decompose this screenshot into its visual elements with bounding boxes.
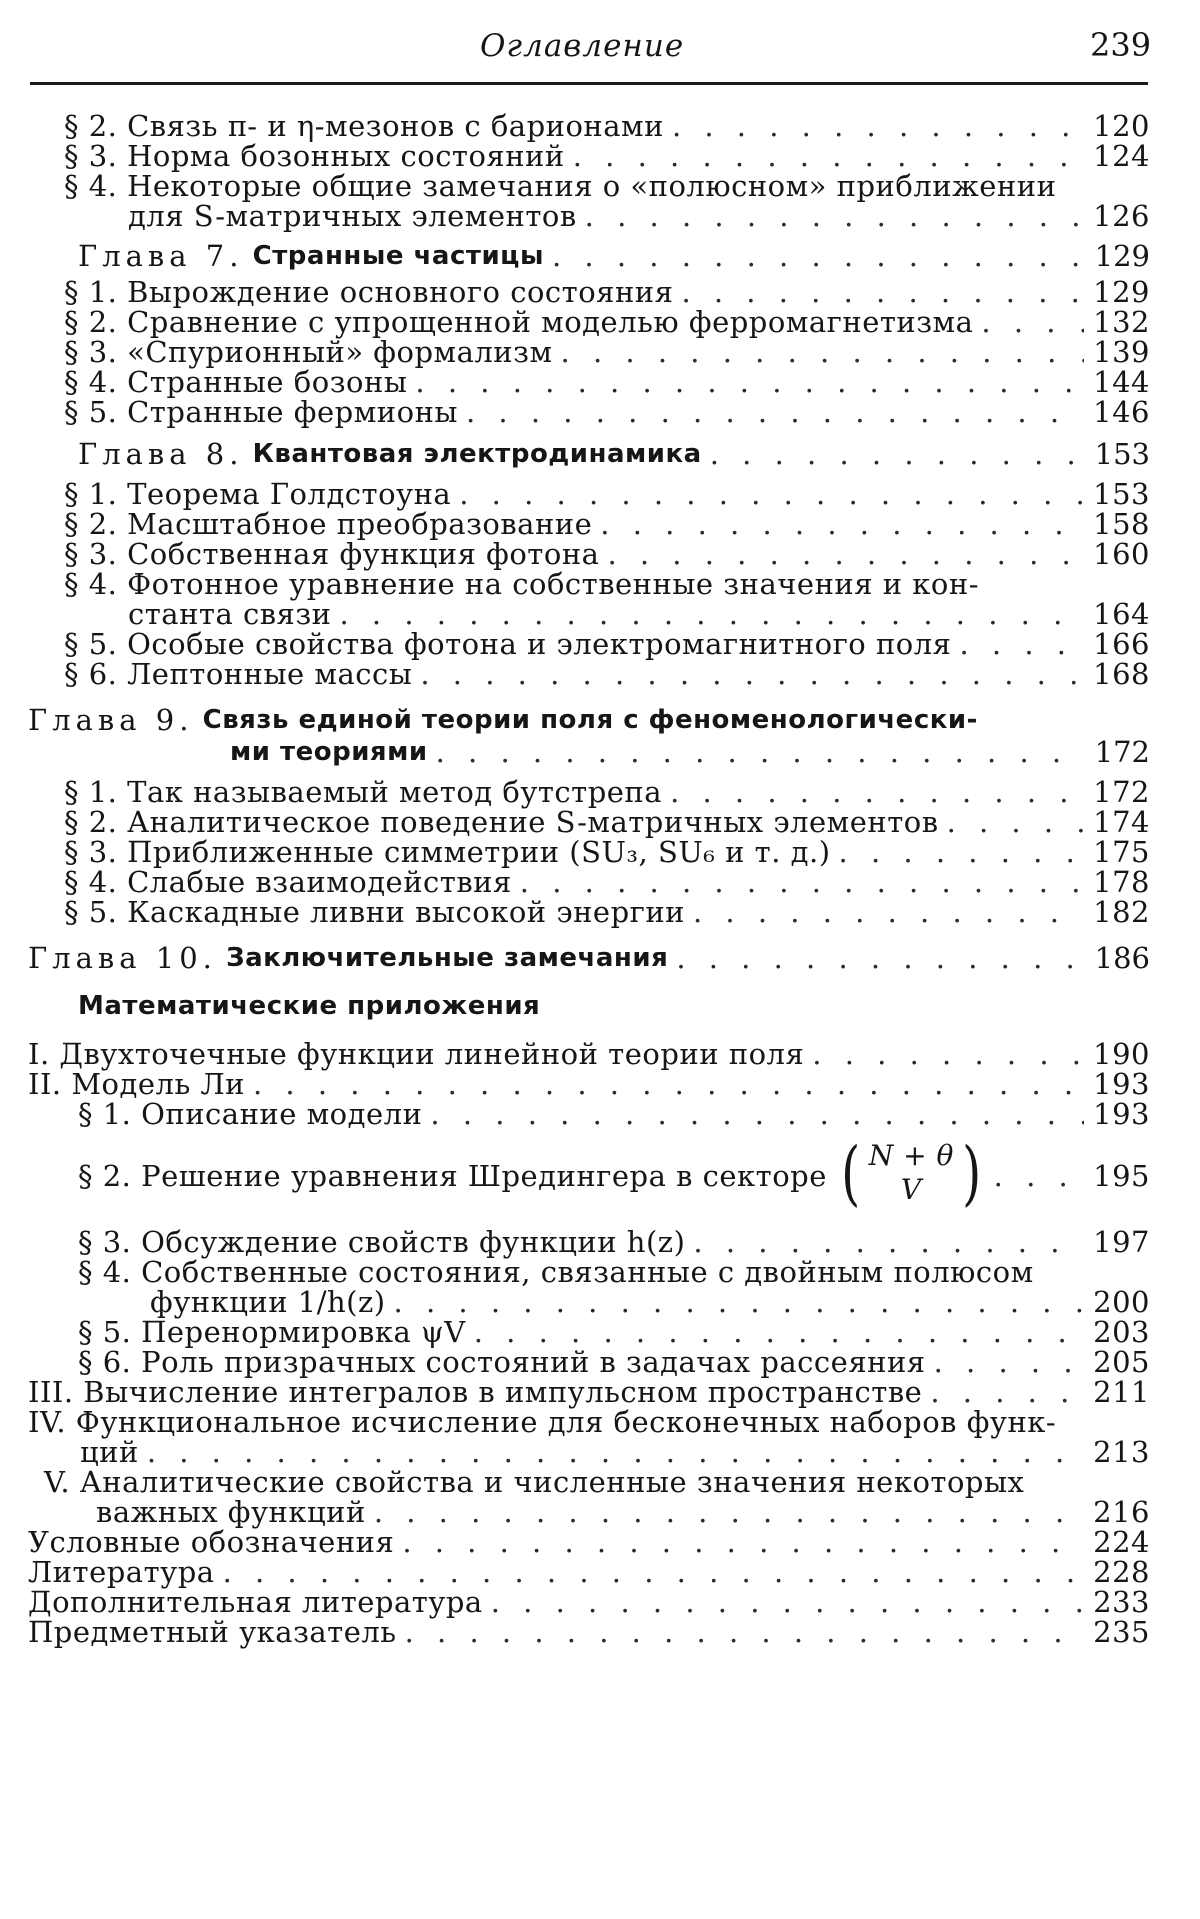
appendix-heading: Математические приложения [78,991,541,1021]
toc-entry: § 4. Фотонное уравнение на собственные значения и кон- [64,567,979,601]
toc-page-number: 197 [1093,1225,1150,1259]
toc-page-number: 203 [1093,1315,1150,1349]
toc-page-number: 195 [1093,1159,1150,1193]
chapter-title: Связь единой теории поля с феноменологически- [202,705,978,735]
chapter-title: Квантовая электродинамика [252,439,702,469]
toc-page-number: 213 [1093,1435,1150,1469]
sector-matrix: ( N + θ V ) [841,1132,982,1214]
toc-entry: III. Вычисление интегралов в импульсном пространстве . . . 211 [28,1372,1150,1408]
toc-entry: § 6. Лептонные массы . . . 168 [64,654,1150,690]
chapter-label: Глава 8. [78,437,244,471]
toc-entry: IV. Функциональное исчисление для бесконечных наборов функ- [28,1405,1057,1439]
toc-entry: I. Двухточечные функции линейной теории поля . . . 190 [28,1034,1150,1070]
toc-entry: § 4. Странные бозоны . . . 144 [64,362,1150,398]
toc-page-number: 158 [1093,507,1150,541]
toc-entry: ций . . . 213 [80,1432,1150,1468]
toc-entry: § 2. Аналитическое поведение S-матричных элементов . . . 174 [64,802,1150,838]
toc-entry: § 2. Решение уравнения Шредингера в секторе ( N + θ V ) . . . 195 [78,1138,1150,1208]
toc-page-number: 144 [1093,365,1150,399]
toc-entry: § 5. Перенормировка ψV . . . 203 [78,1312,1150,1348]
toc-page-number: 186 [1094,941,1150,975]
chapter-entry [28,700,1150,736]
chapter-label: Глава 7. [78,239,244,273]
chapter-entry [28,938,1150,974]
toc-page-number: 233 [1093,1585,1150,1619]
toc-entry: § 3. «Спурионный» формализм . . . 139 [64,332,1150,368]
toc-entry: § 4. Собственные состояния, связанные с двойным полюсом [78,1255,1034,1289]
toc-page-number: 139 [1093,335,1150,369]
toc-page-number: 175 [1093,835,1150,869]
toc-entry: § 3. Норма бозонных состояний . . . 124 [64,136,1150,172]
toc-entry: § 5. Особые свойства фотона и электромагнитного поля . . . 166 [64,624,1150,660]
toc-page-number: 216 [1093,1495,1150,1529]
toc-entry: § 1. Вырождение основного состояния . . . 129 [64,272,1150,308]
toc-entry: § 5. Каскадные ливни высокой энергии . . . 182 [64,892,1150,928]
toc-entry: § 3. Собственная функция фотона . . . 160 [64,534,1150,570]
toc-page-number: 224 [1093,1525,1150,1559]
toc-page-number: 205 [1093,1345,1150,1379]
toc-entry: для S-матричных элементов . . . 126 [128,196,1150,232]
toc-entry: § 4. Некоторые общие замечания о «полюсном» приближении [64,169,1057,203]
toc-entry: § 1. Теорема Голдстоуна . . . 153 [64,474,1150,510]
toc-page-number: 228 [1093,1555,1150,1589]
toc-page-number: 132 [1093,305,1150,339]
toc-page-number: 168 [1093,657,1150,691]
toc-entry: II. Модель Ли . . . 193 [28,1064,1150,1100]
toc-page-number: 166 [1093,627,1150,661]
running-title: Оглавление [480,28,685,64]
toc-entry: § 3. Приближенные симметрии (SU₃, SU₆ и т. д.) . . . 175 [64,832,1150,868]
toc-page-number: 153 [1094,437,1150,471]
toc-page-number: 174 [1093,805,1150,839]
toc-entry: функции 1/h(z) . . . 200 [150,1282,1150,1318]
toc-entry: § 6. Роль призрачных состояний в задачах рассеяния . . . 205 [78,1342,1150,1378]
matrix-top: N + θ [868,1139,954,1172]
toc-page-number: 146 [1093,395,1150,429]
chapter-entry [78,434,1150,470]
chapter-title: Заключительные замечания [226,943,669,973]
chapter-entry [78,236,1150,272]
toc-entry: § 2. Сравнение с упрощенной моделью ферромагнетизма . . . 132 [64,302,1150,338]
chapter-title: ми теориями [230,737,428,767]
toc-entry: V. Аналитические свойства и численные значения некоторых [44,1465,1025,1499]
toc-entry: § 1. Так называемый метод бутстрепа . . . 172 [64,772,1150,808]
toc-entry: § 5. Странные фермионы . . . 146 [64,392,1150,428]
toc-entry: § 1. Описание модели . . . 193 [78,1094,1150,1130]
toc-page-number: 129 [1093,275,1150,309]
toc-entry: станта связи . . . 164 [128,594,1150,630]
toc-page-number: 124 [1093,139,1150,173]
toc-entry: Условные обозначения . . . 224 [28,1522,1150,1558]
toc-entry: Предметный указатель . . . 235 [28,1612,1150,1648]
toc-page-number: 153 [1093,477,1150,511]
chapter-entry [230,732,1150,768]
toc-page-number: 211 [1093,1375,1150,1409]
page-number: 239 [1090,26,1152,64]
chapter-label: Глава 10. [28,941,217,975]
toc-entry: важных функций . . . 216 [96,1492,1150,1528]
toc-entry: § 3. Обсуждение свойств функции h(z) . . . 197 [78,1222,1150,1258]
chapter-title: Странные частицы [252,241,544,271]
toc-page-number: 126 [1093,199,1150,233]
toc-page-number: 200 [1093,1285,1150,1319]
toc-page-number: 129 [1094,239,1150,273]
toc-page-number: 172 [1093,775,1150,809]
toc-page-number: 193 [1093,1067,1150,1101]
toc-page-number: 235 [1093,1615,1150,1649]
toc-page-number: 193 [1093,1097,1150,1131]
toc-page-number: 160 [1093,537,1150,571]
matrix-bottom: V [900,1173,922,1206]
toc-entry: Литература . . . 228 [28,1552,1150,1588]
toc-page-number: 172 [1094,735,1150,769]
toc-page-number: 120 [1093,109,1150,143]
toc-entry: § 4. Слабые взаимодействия . . . 178 [64,862,1150,898]
toc-entry: § 2. Связь π- и η-мезонов с барионами . . . 120 [64,106,1150,142]
chapter-label: Глава 9. [28,703,194,737]
toc-page-number: 164 [1093,597,1150,631]
toc-page-number: 190 [1093,1037,1150,1071]
toc-entry: § 2. Масштабное преобразование . . . 158 [64,504,1150,540]
toc-page-number: 178 [1093,865,1150,899]
toc-entry: Дополнительная литература . . . 233 [28,1582,1150,1618]
toc-page-number: 182 [1093,895,1150,929]
